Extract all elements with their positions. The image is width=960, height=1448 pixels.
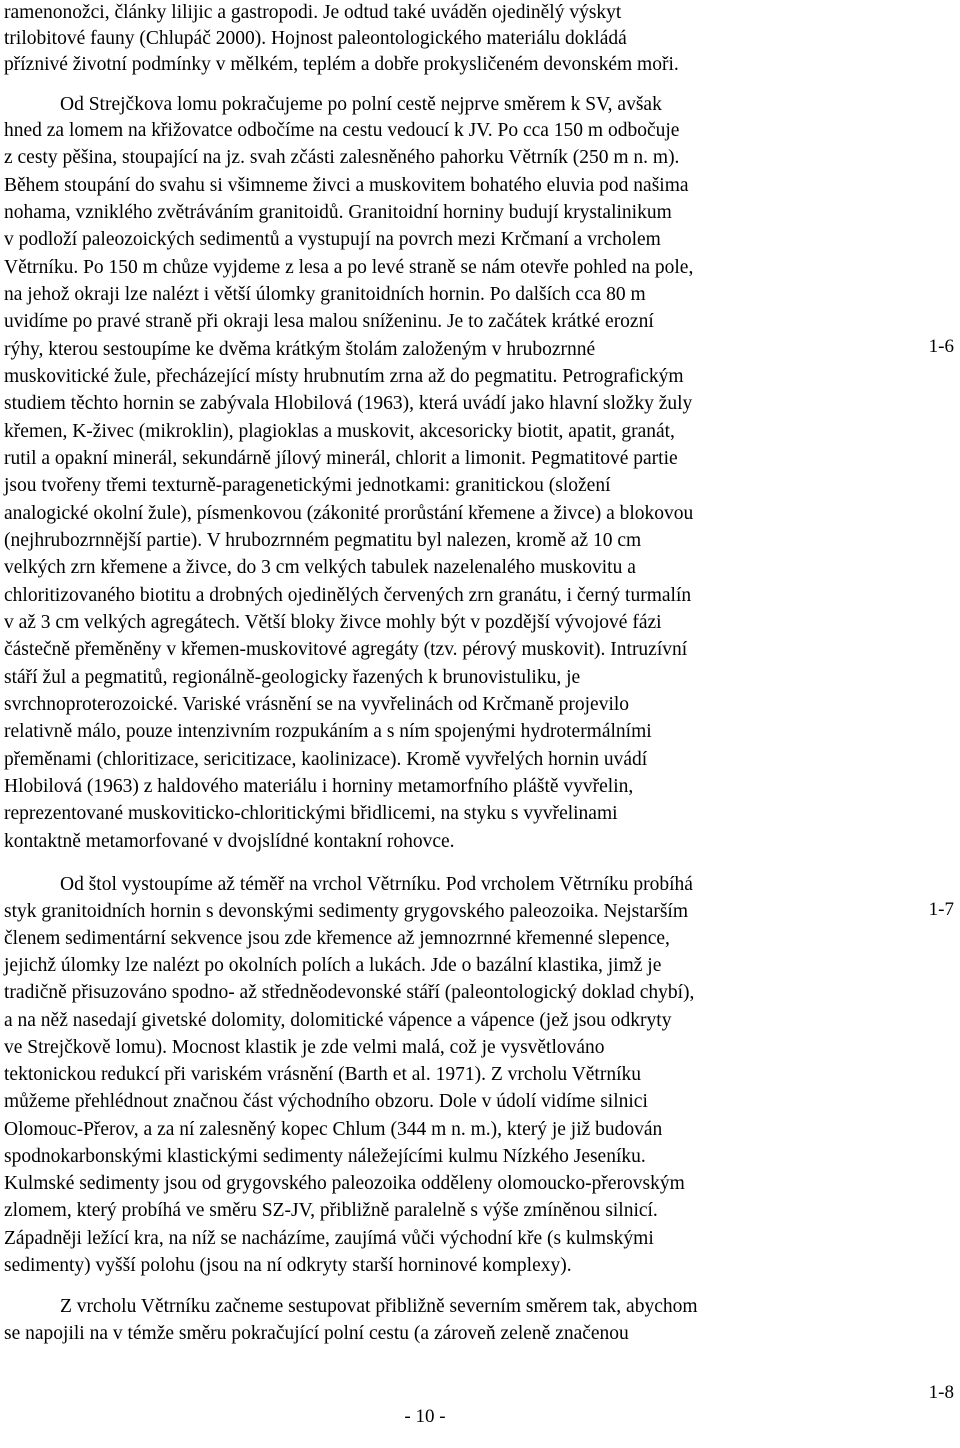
text-line: tektonickou redukcí při variském vrásnění (Barth et al. 1971). Z vrcholu Větrníku — [4, 1064, 642, 1085]
text-line: Od štol vystoupíme až téměř na vrchol Větrníku. Pod vrcholem Větrníku probíhá — [60, 874, 693, 895]
text-line: kontaktně metamorfované v dvojslídné kontakní rohovce. — [4, 831, 455, 852]
text-line: tradičně přisuzováno spodno- až středněodevonské stáří (paleontologický doklad chybí), — [4, 982, 695, 1003]
margin-reference: 1-6 — [928, 336, 954, 357]
text-line: Olomouc-Přerov, a za ní zalesněný kopec Chlum (344 m n. m.), který je již budován — [4, 1119, 663, 1140]
text-line: Během stoupání do svahu si všimneme živci a muskovitem bohatého eluvia pod našima — [4, 175, 689, 196]
text-line: Od Strejčkova lomu pokračujeme po polní cestě nejprve směrem k SV, avšak — [60, 94, 662, 115]
text-line: na jehož okraji lze nalézt i větší úlomky granitoidních hornin. Po dalších cca 80 m — [4, 284, 646, 305]
text-line: Západněji ležící kra, na níž se nacházíme, zaujímá vůči východní kře (s kulmskými — [4, 1228, 654, 1249]
text-line: zlomem, který probíhá ve směru SZ-JV, přibližně paralelně s výše zmíněnou silnicí. — [4, 1200, 658, 1221]
text-line: velkých zrn křemene a živce, do 3 cm velkých tabulek nazelenalého muskovitu a — [4, 557, 636, 578]
text-line: v až 3 cm velkých agregátech. Větší bloky živce mohly být v pozdější vývojové fázi — [4, 612, 662, 633]
text-line: sedimenty) vyšší polohu (jsou na ní odkryty starší horninové komplexy). — [4, 1255, 572, 1276]
text-line: křemen, K-živec (mikroklin), plagioklas a muskovit, akcesoricky biotit, apatit, granát, — [4, 421, 675, 442]
text-line: ramenonožci, články lilijic a gastropodi. Je odtud také uváděn ojedinělý výskyt — [4, 2, 622, 23]
text-line: z cesty pěšina, stoupající na jz. svah zčásti zalesněného pahorku Větrník (250 m n. m). — [4, 147, 680, 168]
text-line: Hlobilová (1963) z haldového materiálu i horniny metamorfního pláště vyvřelin, — [4, 776, 634, 797]
text-line: muskovitické žule, přecházející místy hrubnutím zrna až do pegmatitu. Petrografickým — [4, 366, 684, 387]
text-line: hned za lomem na křižovatce odbočíme na cestu vedoucí k JV. Po cca 150 m odbočuje — [4, 120, 680, 141]
text-line: rutil a opakní minerál, sekundárně jílový minerál, chlorit a limonit. Pegmatitové partie — [4, 448, 678, 469]
text-line: můžeme přehlédnout značnou část východního obzoru. Dole v údolí vidíme silnici — [4, 1091, 648, 1112]
text-line: rýhy, kterou sestoupíme ke dvěma krátkým štolám založeným v hrubozrnné — [4, 339, 596, 360]
text-line: a na něž nasedají givetské dolomity, dolomitické vápence a vápence (jež jsou odkryty — [4, 1010, 672, 1031]
margin-reference: 1-7 — [928, 899, 954, 920]
text-line: částečně přeměněny v křemen-muskovitové agregáty (tzv. pérový muskovit). Intruzívní — [4, 639, 688, 660]
text-line: studiem těchto hornin se zabývala Hlobilová (1963), která uvádí jako hlavní složky žuly — [4, 393, 693, 414]
text-line: styk granitoidních hornin s devonskými sedimenty grygovského paleozoika. Nejstarším — [4, 901, 689, 922]
text-line: jejichž úlomky lze nalézt po okolních polích a lukách. Jde o bazální klastika, jimž je — [4, 955, 662, 976]
text-line: analogické okolní žule), písmenkovou (zákonité prorůstání křemene a živce) a blokovou — [4, 503, 694, 524]
page-number: - 10 - — [404, 1406, 446, 1427]
text-line: Větrníku. Po 150 m chůze vyjdeme z lesa a po levé straně se nám otevře pohled na pole, — [4, 257, 694, 278]
text-line: přeměnami (chloritizace, sericitizace, kaolinizace). Kromě vyvřelých hornin uvádí — [4, 749, 648, 770]
text-line: spodnokarbonskými klastickými sedimenty náležejícími kulmu Nízkého Jeseníku. — [4, 1146, 646, 1167]
text-line: jsou tvořeny třemi texturně-paragenetickými jednotkami: granitickou (složení — [4, 475, 611, 496]
text-line: stáří žul a pegmatitů, regionálně-geologicky řazených k brunovistuliku, je — [4, 667, 581, 688]
text-line: ve Strejčkově lomu). Mocnost klastik je zde velmi malá, což je vysvětlováno — [4, 1037, 605, 1058]
text-line: uvidíme po pravé straně při okraji lesa malou sníženinu. Je to začátek krátké erozní — [4, 311, 654, 332]
text-line: příznivé životní podmínky v mělkém, teplém a dobře prokysličeném devonském moři. — [4, 54, 679, 75]
text-line: se napojili na v témže směru pokračující polní cestu (a zároveň zeleně značenou — [4, 1323, 629, 1344]
text-line: (nejhrubozrnnější partie). V hrubozrnném pegmatitu byl nalezen, kromě až 10 cm — [4, 530, 642, 551]
text-line: reprezentované muskoviticko-chloritickými břidlicemi, na styku s vyvřelinami — [4, 803, 618, 824]
text-line: nohama, vzniklého zvětráváním granitoidů. Granitoidní horniny budují krystalinikum — [4, 202, 672, 223]
text-line: relativně málo, pouze intenzivním rozpukáním a s ním spojenými hydrotermálními — [4, 721, 652, 742]
text-line: v podloží paleozoických sedimentů a vystupují na povrch mezi Krčmaní a vrcholem — [4, 229, 661, 250]
text-line: Kulmské sedimenty jsou od grygovského paleozoika odděleny olomoucko-přerovským — [4, 1173, 685, 1194]
text-line: trilobitové fauny (Chlupáč 2000). Hojnost paleontologického materiálu dokládá — [4, 28, 627, 49]
text-line: členem sedimentární sekvence jsou zde křemence až jemnozrnné křemenné slepence, — [4, 928, 670, 949]
text-line: Z vrcholu Větrníku začneme sestupovat přibližně severním směrem tak, abychom — [60, 1296, 698, 1317]
text-line: svrchnoproterozoické. Variské vrásnění se na vyvřelinách od Krčmaně projevilo — [4, 694, 630, 715]
margin-reference: 1-8 — [928, 1382, 954, 1403]
text-line: chloritizovaného biotitu a drobných ojedinělých červených zrn granátu, i černý turmalín — [4, 585, 692, 606]
